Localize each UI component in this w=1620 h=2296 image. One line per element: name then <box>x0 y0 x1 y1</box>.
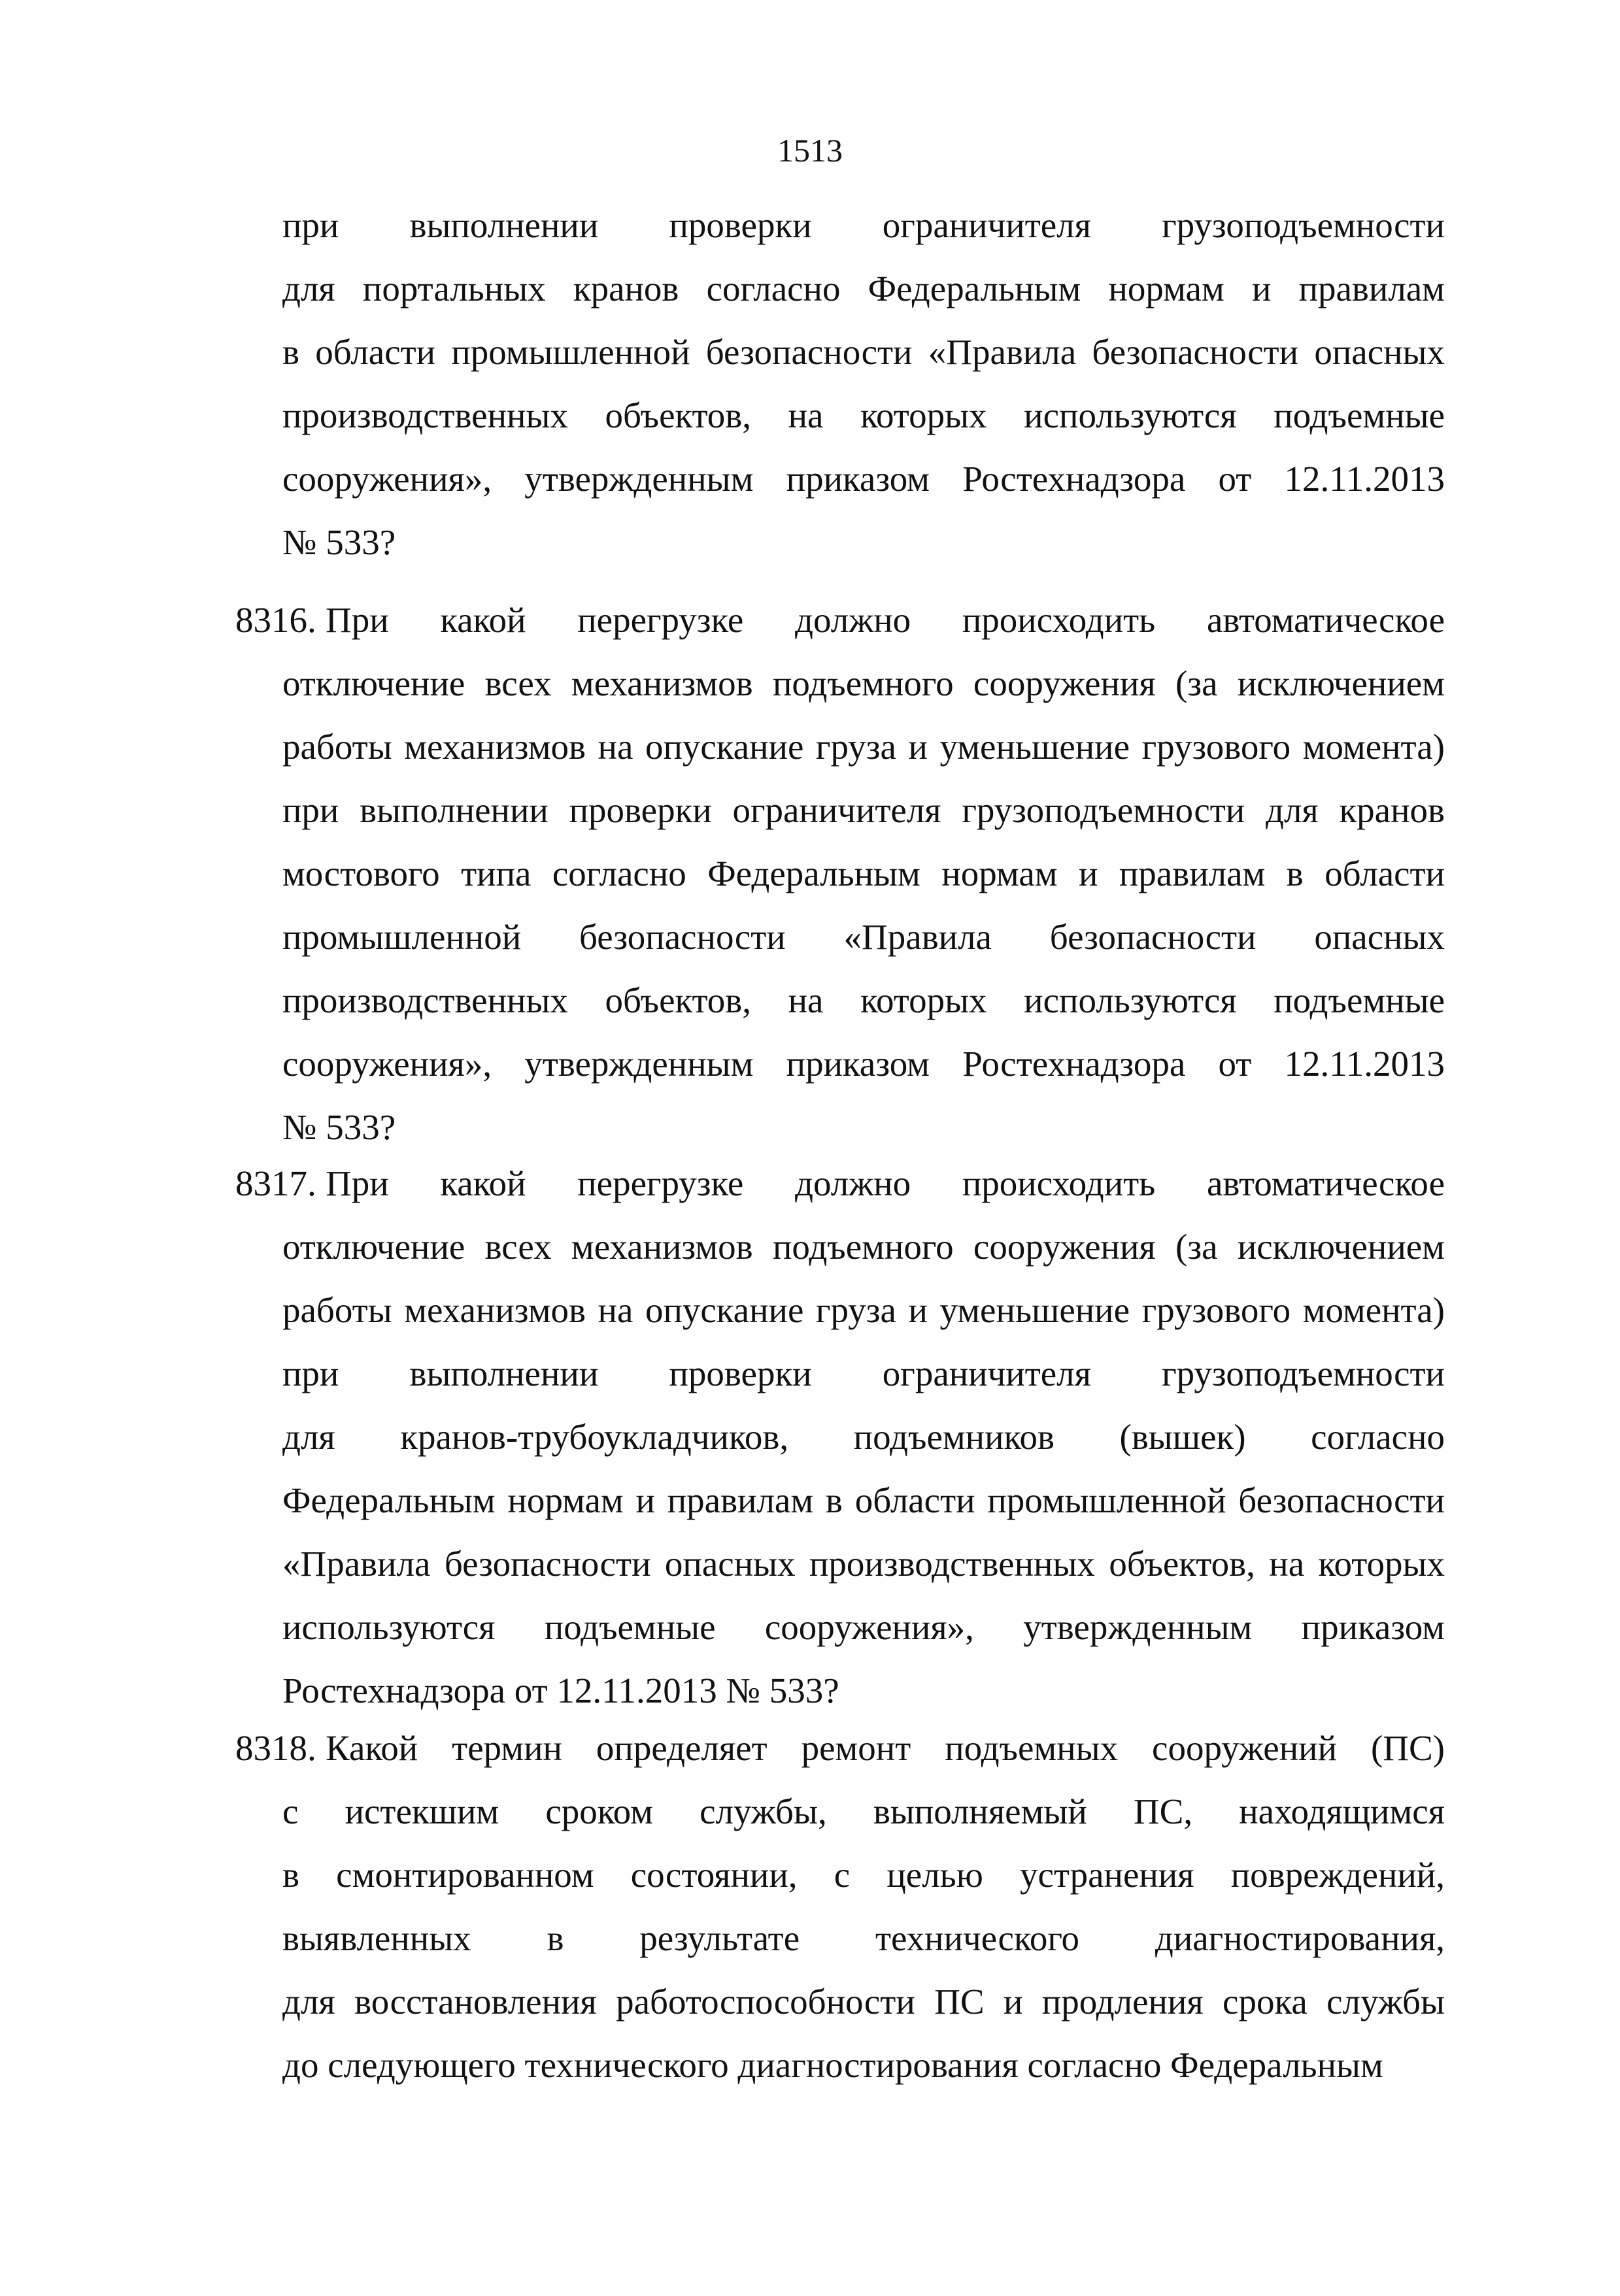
text-line: работы механизмов на опускание груза и уменьшение грузового момента) <box>282 727 1445 767</box>
text-line: для кранов-трубоукладчиков, подъемников (вышек) согласно <box>282 1417 1445 1457</box>
text-line: работы механизмов на опускание груза и уменьшение грузового момента) <box>282 1290 1445 1330</box>
text-line: сооружения», утвержденным приказом Ростехнадзора от 12.11.2013 <box>282 1044 1445 1084</box>
text-line: Какой термин определяет ремонт подъемных сооружений (ПС) <box>326 1728 1445 1768</box>
text-line: используются подъемные сооружения», утвержденным приказом <box>282 1607 1445 1647</box>
text-line: в области промышленной безопасности «Правила безопасности опасных <box>282 332 1445 372</box>
text-line: выявленных в результате технического диагностирования, <box>282 1918 1445 1958</box>
text-line: При какой перегрузке должно происходить автоматическое <box>326 600 1445 640</box>
text-line: для портальных кранов согласно Федеральным нормам и правилам <box>282 269 1445 308</box>
text-line: Ростехнадзора от 12.11.2013 № 533? <box>282 1671 839 1710</box>
text-line: с истекшим сроком службы, выполняемый ПС, находящимся <box>282 1791 1445 1831</box>
text-line: Федеральным нормам и правилам в области промышленной безопасности <box>282 1480 1445 1520</box>
text-line: промышленной безопасности «Правила безопасности опасных <box>282 917 1445 957</box>
text-line: при выполнении проверки ограничителя грузоподъемности <box>282 1354 1445 1393</box>
question-number: 8317. <box>235 1163 316 1203</box>
question-number: 8318. <box>235 1728 316 1768</box>
text-line: до следующего технического диагностирования согласно Федеральным <box>282 2045 1383 2085</box>
text-line: № 533? <box>282 1107 396 1147</box>
text-line: сооружения», утвержденным приказом Ростехнадзора от 12.11.2013 <box>282 459 1445 499</box>
text-line: в смонтированном состоянии, с целью устранения повреждений, <box>282 1855 1445 1895</box>
text-line: При какой перегрузке должно происходить автоматическое <box>326 1163 1445 1203</box>
text-line: отключение всех механизмов подъемного сооружения (за исключением <box>282 663 1445 703</box>
page-number: 1513 <box>777 132 843 169</box>
text-line: отключение всех механизмов подъемного сооружения (за исключением <box>282 1227 1445 1267</box>
question-number: 8316. <box>235 600 316 640</box>
text-line: № 533? <box>282 522 396 562</box>
text-line: производственных объектов, на которых используются подъемные <box>282 980 1445 1020</box>
text-line: для восстановления работоспособности ПС и продления срока службы <box>282 1982 1445 2021</box>
text-line: при выполнении проверки ограничителя грузоподъемности <box>282 205 1445 245</box>
text-line: «Правила безопасности опасных производственных объектов, на которых <box>282 1544 1445 1584</box>
text-line: при выполнении проверки ограничителя грузоподъемности для кранов <box>282 790 1445 830</box>
text-line: производственных объектов, на которых используются подъемные <box>282 395 1445 435</box>
text-line: мостового типа согласно Федеральным нормам и правилам в области <box>282 854 1445 893</box>
